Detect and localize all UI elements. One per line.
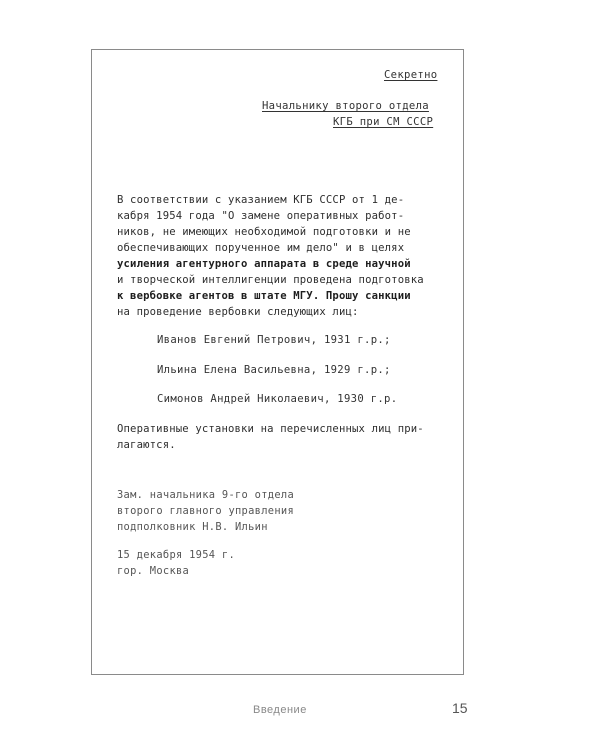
body-line: ников, не имеющих необходимой подготовки и не <box>117 226 411 238</box>
addressee-line-2: КГБ при СМ СССР <box>333 116 434 128</box>
signature-line: Зам. начальника 9-го отдела <box>117 489 295 501</box>
page-number: 15 <box>452 700 468 716</box>
candidate-line: Иванов Евгений Петрович, 1931 г.р.; <box>157 334 391 346</box>
body-line: кабря 1954 года "О замене оперативных работ- <box>117 210 405 222</box>
body-line: и творческой интеллигенции проведена подготовка <box>117 274 424 286</box>
body-line: усиления агентурного аппарата в среде научной <box>117 258 411 270</box>
body-line: к вербовке агентов в штате МГУ. Прошу санкции <box>117 290 411 302</box>
signature-line: подполковник Н.В. Ильин <box>117 521 268 533</box>
place-line: гор. Москва <box>117 565 190 577</box>
candidate-line: Ильина Елена Васильевна, 1929 г.р.; <box>157 364 391 376</box>
date-line: 15 декабря 1954 г. <box>117 549 236 561</box>
signature-line: второго главного управления <box>117 505 295 517</box>
addressee-line-1: Начальнику второго отдела <box>262 100 429 112</box>
footer-section-label: Введение <box>253 704 307 716</box>
body-line: В соответствии с указанием КГБ СССР от 1 де- <box>117 194 405 206</box>
closing-line: Оперативные установки на перечисленных лиц при- <box>117 423 424 435</box>
closing-line: лагаются. <box>117 439 176 451</box>
document-sheet <box>91 49 464 675</box>
candidate-line: Симонов Андрей Николаевич, 1930 г.р. <box>157 393 398 405</box>
body-line: на проведение вербовки следующих лиц: <box>117 306 359 318</box>
classification-stamp: Секретно <box>384 69 438 81</box>
body-line: обеспечивающих порученное им дело" и в целях <box>117 242 405 254</box>
